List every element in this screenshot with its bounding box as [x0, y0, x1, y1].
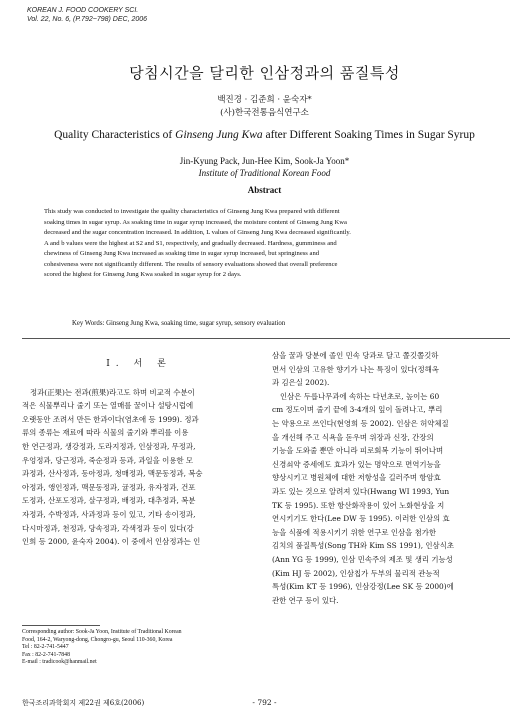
left-column [22, 350, 256, 549]
body-line: 다시마정과, 천정과, 당속정과, 각색정과 등이 있다(강 [22, 523, 194, 533]
title-english [0, 129, 529, 141]
body-line: (Ann YG 등 1999), 인삼 민속주의 제조 및 생리 기능성 [272, 554, 453, 564]
authors-english-block [0, 155, 529, 179]
authors-english: Jin-Kyung Pack, Jun-Hee Kim, Sook-Ja Yoon* [179, 156, 350, 166]
body-line: (Kim HJ 등 2002), 인삼칩가 두부의 물리적 관능적 [272, 568, 440, 578]
body-line: 정과(正果)는 전과(煎果)라고도 하며 비교적 수분이 [30, 387, 195, 397]
authors-korean: 백진경 · 김준희 · 윤숙자* [217, 95, 312, 105]
abstract-line: This study was conducted to investigate the quality characteristics of Ginseng Jung Kwa prepared with different [44, 208, 340, 215]
body-line: 인희 등 2000, 윤숙자 2004). 이 중에서 인삼정과는 인 [22, 537, 201, 547]
body-line: 과도 있는 것으로 알려져 있다(Hwang WI 1993, Yun [272, 486, 450, 496]
body-line: 과정과, 산사정과, 동아정과, 청매정과, 맥문동정과, 복숭 [22, 469, 203, 479]
title-english-prefix: Quality Characteristics of [54, 129, 176, 141]
body-line: 는 약용으로 쓰인다(현영희 등 2002). 인삼은 허약체질 [272, 418, 449, 428]
footnote-line: E-mail : tradicook@hanmail.net [22, 659, 97, 665]
abstract-line: scored the highest for Ginseng Jung Kwa soaked in sugar syrup for 2 days. [44, 271, 242, 278]
abstract-line: A and b values were the highest at S2 and S1, respectively, and gradually decreased. Hardness, gumminess and [44, 239, 337, 247]
body-line: 아정과, 앵인정과, 맥문동정과, 귤정과, 유자정과, 건포 [22, 482, 196, 492]
body-line: 오랫동안 조려서 만든 한과이다(염초애 등 1999). 정과 [22, 414, 199, 424]
keywords: Key Words: Ginseng Jung Kwa, soaking time, sugar syrup, sensory evaluation [72, 320, 286, 327]
body-line: 우엉정과, 당근정과, 죽순정과 등과, 과일을 이용한 모 [22, 455, 194, 465]
body-line: 을 개선해 주고 식욕을 돋우며 위장과 신장, 간장의 [272, 432, 434, 442]
body-line: 자정과, 수박정과, 사과정과 등이 있고, 기타 송이정과, [22, 509, 196, 519]
body-line: 연시키기도 한다(Lee DW 등 1995). 이러한 인삼의 효 [272, 514, 450, 524]
footnote-divider [22, 625, 100, 626]
footnote-line: Tel : 82-2-741-5447 [22, 644, 69, 650]
body-line: 면서 인삼의 고유한 향기가 나는 특징이 있다(정해옥 [272, 364, 439, 374]
body-line: 김치의 품질특성(Song TH와 Kim SS 1991), 인삼식초 [272, 541, 454, 551]
body-line: 과 김은실 2002). [272, 378, 330, 388]
journal-line-2: Vol. 22, No. 6, (P.792~798) DEC, 2006 [27, 16, 148, 23]
abstract-line: soaking times in sugar syrup. As soaking time in sugar syrup increased, the moisture content of Ginseng Jung Kwa [44, 218, 347, 226]
body-line: 기능을 도와줄 뿐만 아니라 피로회복 기능이 뛰어나며 [272, 446, 444, 456]
abstract-heading: Abstract [247, 185, 282, 195]
body-line: 능을 식품에 적용시키기 위한 연구로 인삼을 첨가한 [272, 527, 437, 537]
body-line: 적은 식물뿌리나 줄기 또는 열매를 꿀이나 설탕시럽에 [22, 401, 194, 411]
body-line: 향상시키고 병원체에 대한 저항성을 길러주며 항암효 [272, 473, 441, 483]
footnote-line: Corresponding author: Sook-Ja Yoon, Institute of Traditional Korean [22, 629, 182, 635]
body-line: 류의 종류는 재료에 따라 식물의 줄기와 뿌리를 이용 [22, 428, 189, 438]
footer-journal: 한국조리과학회지 제22권 제6호(2006) [22, 699, 145, 707]
right-column [272, 349, 508, 607]
section-divider [22, 338, 510, 339]
body-line: 한 연근정과, 생강정과, 도라지정과, 인삼정과, 무정과, [22, 441, 196, 451]
abstract-body [44, 207, 485, 281]
footnote-line: Food, 164-2, Waryong-dong, Chongro-gu, Seoul 110-360, Korea [22, 636, 173, 643]
abstract-line: cohesiveness were not significantly different. The results of sensory evaluations showed that overall preference [44, 260, 338, 268]
body-line: 관한 연구 등이 있다. [272, 595, 339, 605]
section-heading-introduction: I. 서 론 [106, 359, 172, 369]
abstract-line: chewiness of Ginseng Jung Kwa increased as soaking time in sugar syrup increased, but springiness and [44, 250, 320, 257]
body-line: 신경쇠약 증세에도 효과가 있는 명약으로 면역기능을 [272, 459, 441, 469]
body-line: 특성(Kim KT 등 1996), 인삼강정(Lee SK 등 2000)에 [272, 582, 454, 592]
body-line: 삼을 꿀과 당분에 졸인 민속 당과로 달고 쫄깃쫄깃하 [272, 351, 439, 360]
footnote-line: Fax : 82-2-741-7848 [22, 651, 70, 658]
body-line: TK 등 1995). 또한 항산화작용이 있어 노화현상을 지 [272, 500, 445, 510]
body-line: cm 정도이며 줄기 끝에 3-4개의 잎이 돌려나고, 뿌리 [272, 405, 443, 415]
title-korean: 당침시간을 달리한 인삼정과의 품질특성 [129, 64, 400, 82]
body-line: 도정과, 산포도정과, 살구정과, 배정과, 대추정과, 복분 [22, 496, 196, 506]
abstract-line: decreased and the sugar concentration increased. In addition, L values of Ginseng Jung Kwa decreased significantly. [44, 229, 351, 236]
journal-line-1: KOREAN J. FOOD COOKERY SCI. [27, 7, 139, 14]
title-english-italic: Ginseng Jung Kwa [175, 129, 263, 141]
page-number: - 792 - [252, 698, 277, 707]
authors-korean-block [0, 94, 529, 120]
body-line: 인삼은 두릅나무과에 속하는 다년초로, 높이는 60 [280, 391, 440, 401]
journal-header [27, 6, 147, 24]
institute-korean: (사)한국전통음식연구소 [220, 108, 309, 118]
corresponding-author-footnote [22, 629, 256, 667]
title-english-suffix: after Different Soaking Times in Sugar Syrup [262, 129, 475, 141]
institute-english: Institute of Traditional Korean Food [198, 168, 331, 178]
